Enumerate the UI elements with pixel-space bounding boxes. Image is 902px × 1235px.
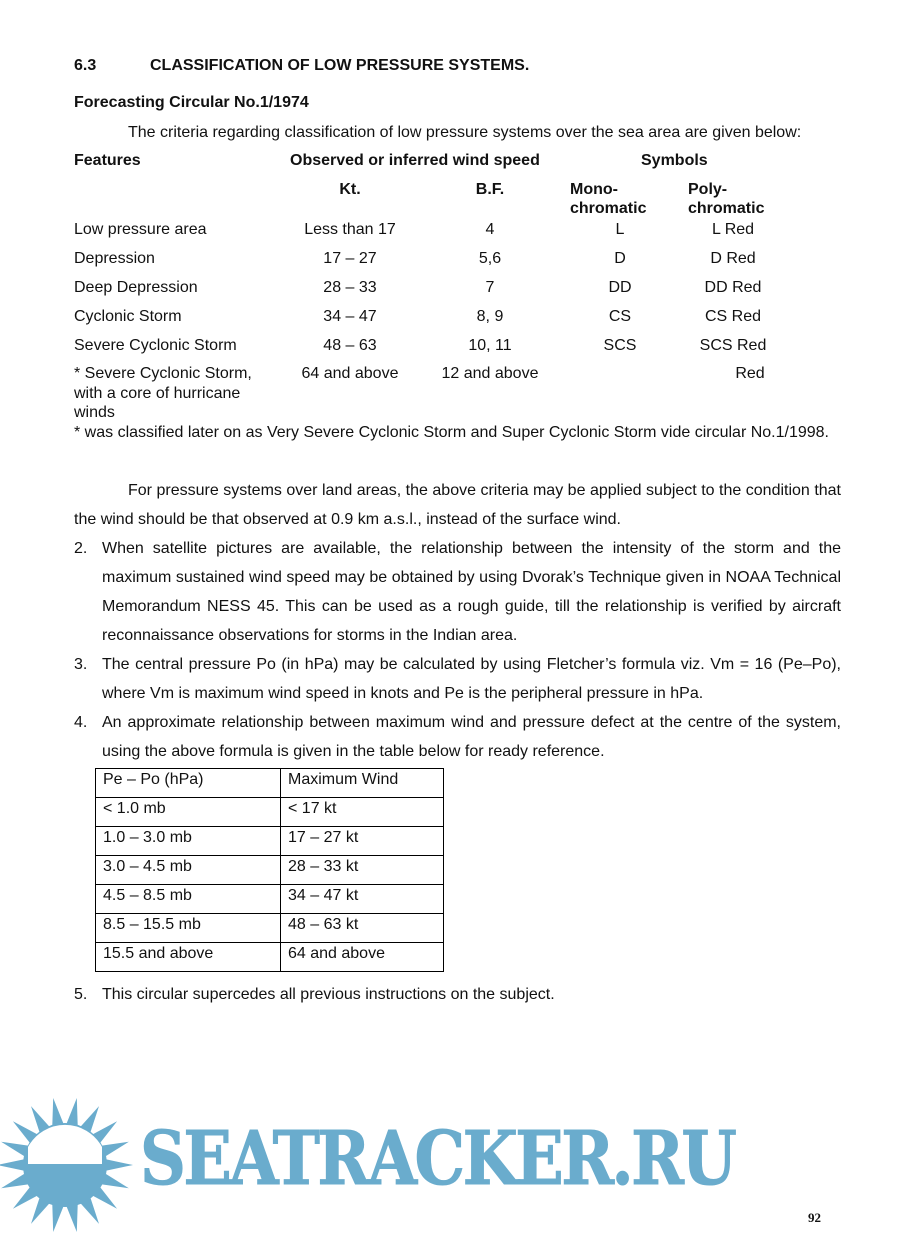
row-feature: Depression: [74, 250, 155, 267]
row-mono: SCS: [603, 337, 637, 354]
list-item-2: [74, 534, 841, 650]
row-feature: Low pressure area: [74, 221, 207, 238]
row-feature: Cyclonic Storm: [74, 308, 182, 325]
item-text: When satellite pictures are available, the relationship between the intensity of the storm and the maximum sustained wind speed may be obtained by using Dvorak’s Technique given in NOAA Technical Memorandum NESS 45. This can be used as a rough guide, till the relationship is verified by aircraft reconnaissance observations for storms in the Indian area.: [102, 540, 841, 644]
row-feature: Deep Depression: [74, 279, 198, 296]
row-kt: 48 – 63: [323, 337, 377, 354]
header-poly-2: chromatic: [688, 200, 765, 217]
row-bf: 5,6: [478, 250, 502, 267]
item-number: 2.: [74, 540, 88, 557]
max-wind-cell: 48 – 63 kt: [281, 914, 444, 943]
row-bf: 7: [485, 279, 495, 296]
table-row: [96, 856, 444, 885]
row-poly: CS Red: [704, 308, 762, 325]
watermark-logo-text: SEATRACKER.RU: [140, 1116, 735, 1202]
header-bf: B.F.: [475, 181, 505, 198]
list-item-3: [74, 650, 841, 708]
sun-logo-icon: [0, 1095, 140, 1235]
section-number: 6.3: [74, 57, 97, 74]
last-row-feature-2: with a core of hurricane: [74, 385, 241, 402]
intro-text: The criteria regarding classification of low pressure systems over the sea area are given below:: [128, 124, 802, 141]
table-row: [96, 798, 444, 827]
item-text: The central pressure Po (in hPa) may be calculated by using Fletcher’s formula viz. Vm = 16 (Pe–Po), where Vm is maximum wind speed in knots and Pe is the peripheral pressure in hPa.: [102, 656, 841, 702]
pressure-defect-cell: 1.0 – 3.0 mb: [96, 827, 281, 856]
row-poly: L Red: [711, 221, 755, 238]
table-header-row: [96, 769, 444, 798]
row-mono: CS: [608, 308, 632, 325]
pressure-defect-cell: 4.5 – 8.5 mb: [96, 885, 281, 914]
table-row: [96, 885, 444, 914]
last-row-feature-1: * Severe Cyclonic Storm,: [74, 365, 252, 382]
item-number: 4.: [74, 714, 88, 731]
pressure-wind-table: [95, 768, 444, 972]
row-poly: D Red: [710, 250, 756, 267]
table-row: [96, 827, 444, 856]
last-row-bf: 12 and above: [441, 365, 539, 382]
row-poly: SCS Red: [699, 337, 767, 354]
footnote: * was classified later on as Very Severe Cyclonic Storm and Super Cyclonic Storm vide circular No.1/1998.: [74, 424, 829, 441]
table-row: [96, 943, 444, 972]
land-paragraph: [74, 476, 841, 534]
pressure-defect-cell: 8.5 – 15.5 mb: [96, 914, 281, 943]
land-paragraph-text: For pressure systems over land areas, the above criteria may be applied subject to the condition that the wind should be that observed at 0.9 km a.s.l., instead of the surface wind.: [74, 482, 841, 528]
header-wind-speed: Observed or inferred wind speed: [290, 152, 540, 169]
item-number: 3.: [74, 656, 88, 673]
sun-ray: [66, 1098, 78, 1127]
header-mono-2: chromatic: [570, 200, 647, 217]
item-text: An approximate relationship between maximum wind and pressure defect at the centre of the system, using the above formula is given in the table below for ready reference.: [102, 714, 841, 760]
row-kt: 28 – 33: [323, 279, 377, 296]
sun-ray: [52, 1203, 64, 1232]
header-pressure-defect: Pe – Po (hPa): [96, 769, 281, 798]
max-wind-cell: 34 – 47 kt: [281, 885, 444, 914]
row-poly: DD Red: [704, 279, 762, 296]
pressure-defect-cell: 3.0 – 4.5 mb: [96, 856, 281, 885]
max-wind-cell: 17 – 27 kt: [281, 827, 444, 856]
row-feature: Severe Cyclonic Storm: [74, 337, 237, 354]
row-bf: 8, 9: [476, 308, 504, 325]
header-maximum-wind: Maximum Wind: [281, 769, 444, 798]
header-symbols: Symbols: [641, 152, 708, 169]
header-kt: Kt.: [339, 181, 361, 198]
max-wind-cell: 64 and above: [281, 943, 444, 972]
item-number: 5.: [74, 986, 88, 1003]
max-wind-cell: 28 – 33 kt: [281, 856, 444, 885]
row-bf: 4: [485, 221, 495, 238]
sun-ray: [52, 1098, 64, 1127]
row-bf: 10, 11: [468, 337, 512, 354]
header-mono-1: Mono-: [570, 181, 618, 198]
header-features: Features: [74, 152, 141, 169]
row-kt: 17 – 27: [323, 250, 377, 267]
last-row-poly: Red: [735, 365, 765, 382]
table-row: [96, 914, 444, 943]
row-kt: Less than 17: [304, 221, 396, 238]
list-item-4: [74, 708, 841, 766]
row-mono: L: [615, 221, 625, 238]
row-kt: 34 – 47: [323, 308, 377, 325]
page-number: 92: [808, 1210, 821, 1225]
row-mono: D: [614, 250, 626, 267]
item-text: This circular supercedes all previous instructions on the subject.: [102, 986, 555, 1003]
pressure-defect-cell: < 1.0 mb: [96, 798, 281, 827]
pressure-defect-cell: 15.5 and above: [96, 943, 281, 972]
last-row-feature-3: winds: [74, 404, 115, 421]
list-item-5: [74, 980, 841, 1009]
header-poly-1: Poly-: [688, 181, 728, 198]
last-row-kt: 64 and above: [301, 365, 399, 382]
row-mono: DD: [608, 279, 632, 296]
max-wind-cell: < 17 kt: [281, 798, 444, 827]
section-title: CLASSIFICATION OF LOW PRESSURE SYSTEMS.: [150, 57, 530, 74]
circular-subtitle: Forecasting Circular No.1/1974: [74, 94, 309, 111]
sun-ray: [66, 1203, 78, 1232]
